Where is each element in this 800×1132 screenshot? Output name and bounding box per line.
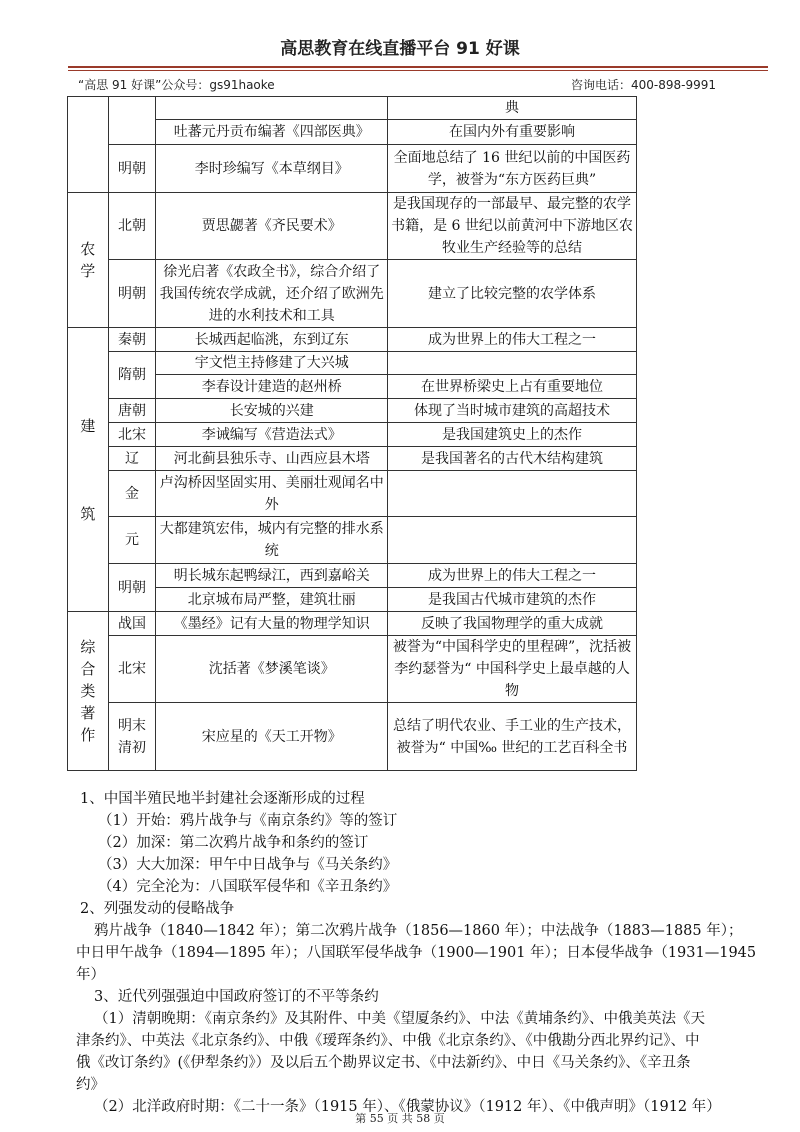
dynasty-cell: 战国 xyxy=(108,612,156,636)
paragraph-line: 中日甲午战争（1894—1895 年）；八国联军侵华战争（1900—1901 年）；日本侵华战争（1931—1945 xyxy=(76,945,757,961)
dynasty-cell: 唐朝 xyxy=(108,399,156,423)
paragraph-line: 鸦片战争（1840—1842 年）；第二次鸦片战争（1856—1860 年）；中法战争（1883—1885 年）； xyxy=(94,923,743,939)
dynasty-cell: 北朝 xyxy=(108,193,156,260)
table-cell: 贾思勰著《齐民要术》 xyxy=(156,193,388,260)
table-cell: 徐光启著《农政全书》，综合介绍了我国传统农学成就，还介绍了欧洲先进的水利技术和工具 xyxy=(156,260,388,328)
table-cell: 在国内外有重要影响 xyxy=(388,120,637,145)
table-cell xyxy=(388,352,637,375)
category-char: 合 xyxy=(80,660,96,678)
paragraph-line: （1）清朝晚期：《南京条约》及其附件、中美《望厦条约》、中法《黄埔条约》、中俄美英法《天 xyxy=(94,1011,705,1027)
table-cell xyxy=(156,97,388,120)
table-cell xyxy=(68,97,109,193)
table-cell: 在世界桥梁史上占有重要地位 xyxy=(388,375,637,399)
category-char: 筑 xyxy=(80,504,96,523)
table-cell: 卢沟桥因坚固实用、美丽壮观闻名中外 xyxy=(156,471,388,517)
history-table xyxy=(67,96,637,771)
table-cell: 河北蓟县独乐寺、山西应县木塔 xyxy=(156,447,388,471)
dynasty-cell: 秦朝 xyxy=(108,328,156,352)
category-cell-arch xyxy=(68,328,109,612)
list-item: （1）开始：鸦片战争与《南京条约》等的签订 xyxy=(98,813,398,829)
dynasty-cell: 明朝 xyxy=(108,145,156,193)
dynasty-cell: 隋朝 xyxy=(108,352,156,399)
dynasty-cell: 北宋 xyxy=(108,636,156,703)
header-rule-thin xyxy=(68,70,768,71)
table-cell: 李诫编写《营造法式》 xyxy=(156,423,388,447)
table-cell: 沈括著《梦溪笔谈》 xyxy=(156,636,388,703)
dynasty-cell: 明朝 xyxy=(108,564,156,612)
table-cell: 建立了比较完整的农学体系 xyxy=(388,260,637,328)
table-cell: 是我国现存的一部最早、最完整的农学书籍，是 6 世纪以前黄河中下游地区农牧业生产经验等的总结 xyxy=(388,193,637,260)
table-cell: 李春设计建造的赵州桥 xyxy=(156,375,388,399)
table-cell xyxy=(388,471,637,517)
paragraph-line: （2）北洋政府时期：《二十一条》（1915 年）、《俄蒙协议》（1912 年）、《中俄声明》（1912 年） xyxy=(94,1099,721,1115)
table-cell: 长城西起临洮，东到辽东 xyxy=(156,328,388,352)
category-char: 建 xyxy=(80,416,96,435)
section-1 xyxy=(76,788,770,1118)
table-cell: 是我国著名的古代木结构建筑 xyxy=(388,447,637,471)
table-cell: 北京城布局严整，建筑壮丽 xyxy=(156,588,388,612)
dynasty-cell: 明朝 xyxy=(108,260,156,328)
table-cell: 明长城东起鸭绿江，西到嘉峪关 xyxy=(156,564,388,588)
header-title: 高思教育在线直播平台 91 好课 xyxy=(280,39,520,59)
table-cell: 成为世界上的伟大工程之一 xyxy=(388,328,637,352)
table-cell: 体现了当时城市建筑的高超技术 xyxy=(388,399,637,423)
dynasty-cell: 金 xyxy=(108,471,156,517)
table-cell: 吐蕃元丹贡布编著《四部医典》 xyxy=(156,120,388,145)
subheader xyxy=(78,76,716,93)
table-cell: 典 xyxy=(388,97,637,120)
list-item: （3）大大加深：甲午中日战争与《马关条约》 xyxy=(98,857,398,873)
table-cell: 宋应星的《天工开物》 xyxy=(156,703,388,771)
dynasty-cell: 北宋 xyxy=(108,423,156,447)
category-char: 类 xyxy=(80,682,96,700)
table-cell: 大都建筑宏伟，城内有完整的排水系统 xyxy=(156,517,388,564)
table-cell: 《墨经》记有大量的物理学知识 xyxy=(156,612,388,636)
table-cell: 长安城的兴建 xyxy=(156,399,388,423)
category-cell-comprehensive xyxy=(68,612,109,771)
dynasty-cell: 辽 xyxy=(108,447,156,471)
table-cell: 李时珍编写《本草纲目》 xyxy=(156,145,388,193)
table-cell xyxy=(388,517,637,564)
category-char: 作 xyxy=(80,726,96,744)
phone-number: 咨询电话：400-898-9991 xyxy=(570,78,716,92)
table-cell: 宇文恺主持修建了大兴城 xyxy=(156,352,388,375)
table-cell: 被誉为“中国科学史的里程碑”，沈括被李约瑟誉为“ 中国科学史上最卓越的人物 xyxy=(388,636,637,703)
paragraph-line: 年） xyxy=(76,967,105,983)
wechat-account: “高思 91 好课”公众号：gs91haoke xyxy=(78,78,275,92)
category-cell-agri: 农学 xyxy=(68,193,109,328)
table-cell: 成为世界上的伟大工程之一 xyxy=(388,564,637,588)
paragraph-line: 俄《改订条约》(《伊犁条约》）及以后五个勘界议定书、《中法新约》、中日《马关条约》、《辛丑条 xyxy=(76,1055,691,1071)
table-cell xyxy=(108,97,156,145)
table-cell: 全面地总结了 16 世纪以前的中国医药学，被誉为“东方医药巨典” xyxy=(388,145,637,193)
paragraph-line: 津条约》、中英法《北京条约》、中俄《瑷珲条约》、中俄《北京条约》、《中俄勘分西北界约记》、中 xyxy=(76,1033,700,1049)
dynasty-cell: 元 xyxy=(108,517,156,564)
table-cell: 是我国建筑史上的杰作 xyxy=(388,423,637,447)
list-item: （4）完全沦为：八国联军侵华和《辛丑条约》 xyxy=(98,879,398,895)
header-rule xyxy=(68,66,768,68)
page-number: 第 55 页 共 58 页 xyxy=(355,1112,445,1125)
section-title: 2、列强发动的侵略战争 xyxy=(80,901,235,917)
section-title: 1、中国半殖民地半封建社会逐渐形成的过程 xyxy=(80,791,365,807)
paragraph-line: 约》 xyxy=(76,1077,105,1093)
dynasty-cell: 明末清初 xyxy=(108,703,156,771)
category-char: 著 xyxy=(80,704,96,722)
section-title: 3、近代列强强迫中国政府签订的不平等条约 xyxy=(94,989,379,1005)
table-cell: 反映了我国物理学的重大成就 xyxy=(388,612,637,636)
table-cell: 总结了明代农业、手工业的生产技术，被誉为“ 中国‰ 世纪的工艺百科全书 xyxy=(388,703,637,771)
table-cell: 是我国古代城市建筑的杰作 xyxy=(388,588,637,612)
list-item: （2）加深：第二次鸦片战争和条约的签订 xyxy=(98,835,369,851)
category-char: 综 xyxy=(80,638,96,656)
